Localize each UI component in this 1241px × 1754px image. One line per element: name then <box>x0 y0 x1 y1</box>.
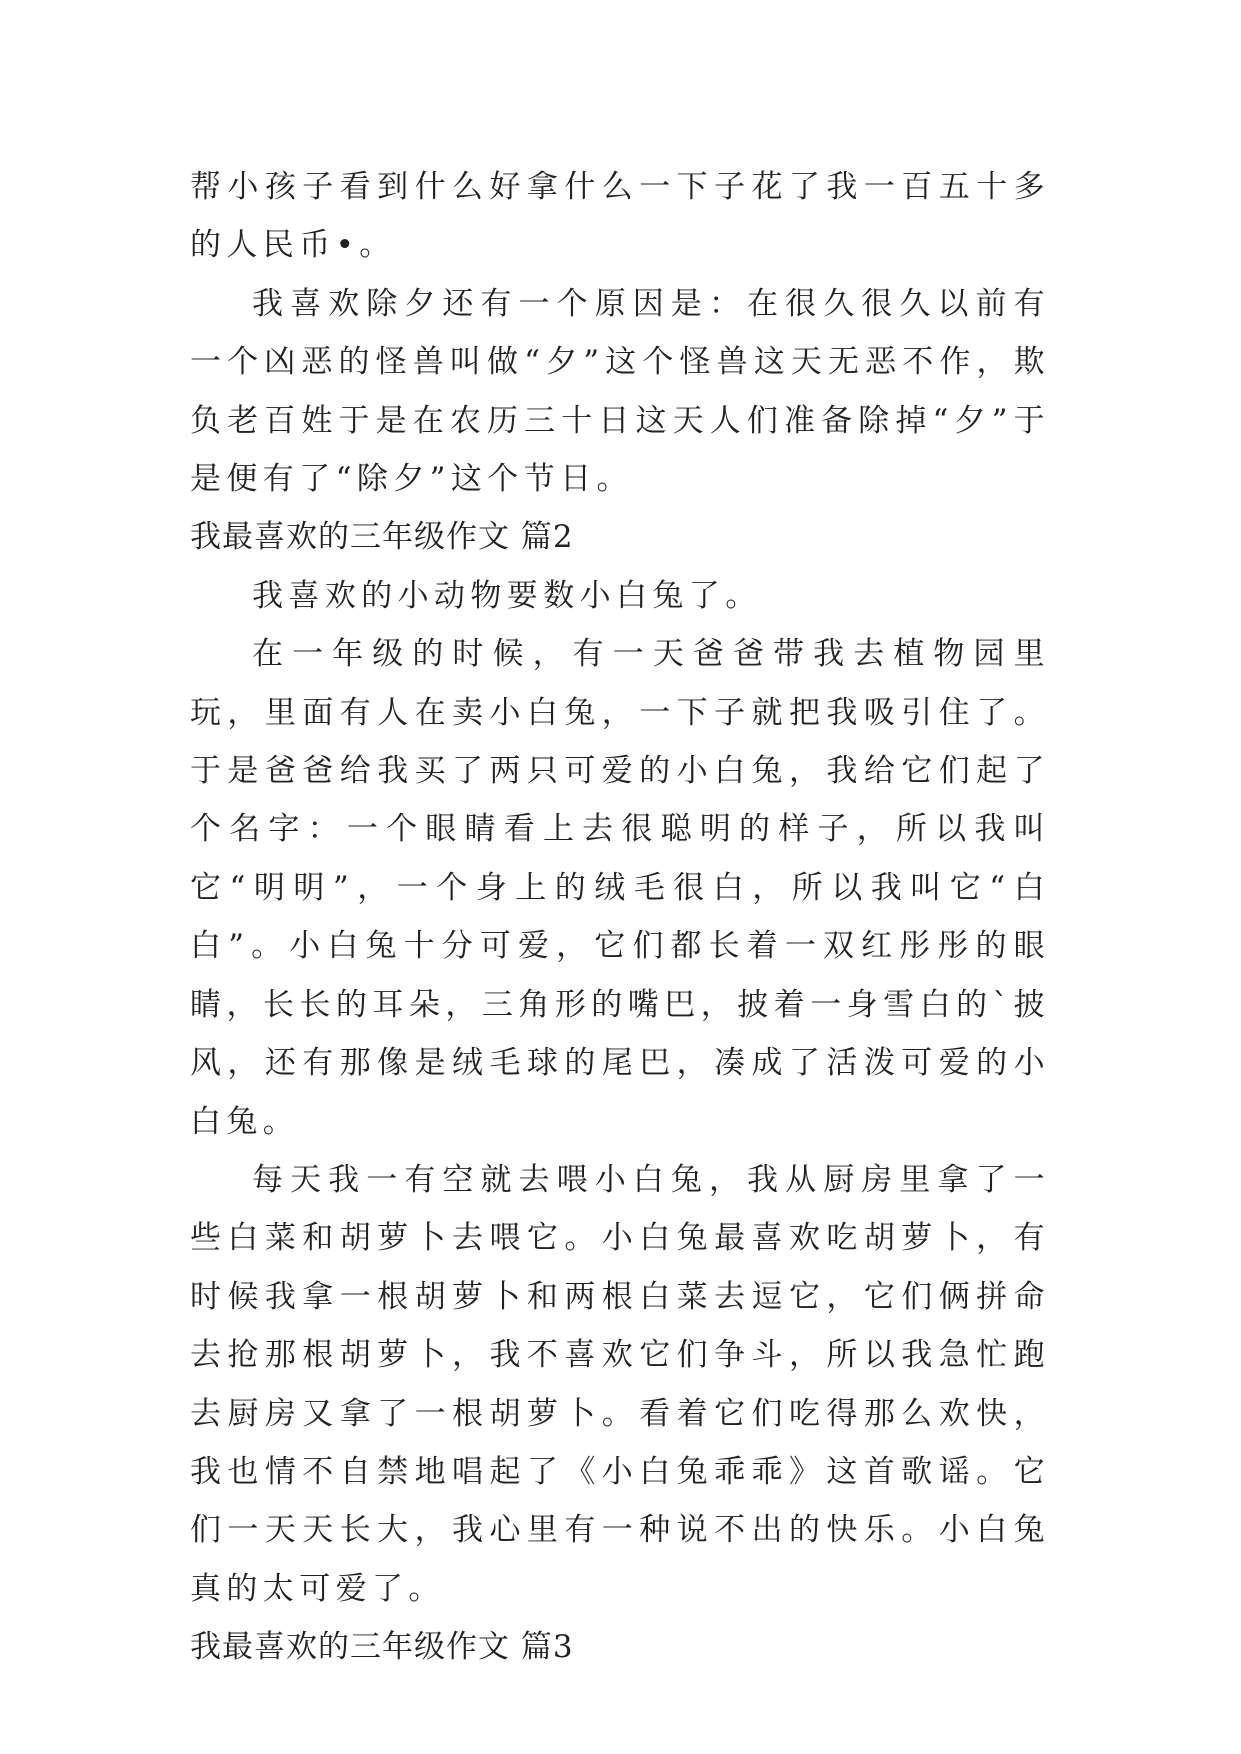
paragraph: 每天我一有空就去喂小白兔，我从厨房里拿了一些白菜和胡萝卜去喂它。小白兔最喜欢吃胡萝卜，有时候我拿一根胡萝卜和两根白菜去逗它，它们俩拼命去抢那根胡萝卜，我不喜欢它们争斗，所以我急忙跑去厨房又拿了一根胡萝卜。看着它们吃得那么欢快，我也情不自禁地唱起了《小白兔乖乖》这首歌谣。它们一天天长大，我心里有一种说不出的快乐。小白兔真的太可爱了。 <box>190 1161 1050 1607</box>
section-heading: 我最喜欢的三年级作文 篇2 <box>190 519 574 556</box>
paragraph: 我喜欢除夕还有一个原因是：在很久很久以前有一个凶恶的怪兽叫做“夕”这个怪兽这天无恶不作，欺负老百姓于是在农历三十日这天人们准备除掉“夕”于是便有了“除夕”这个节日。 <box>190 285 1050 498</box>
paragraph-continued: 帮小孩子看到什么好拿什么一下子花了我一百五十多的人民币•。 <box>190 169 1050 264</box>
paragraph: 在一年级的时候，有一天爸爸带我去植物园里玩，里面有人在卖小白兔，一下子就把我吸引住了。于是爸爸给我买了两只可爱的小白兔，我给它们起了个名字：一个眼睛看上去很聪明的样子，所以我叫它“明明”，一个身上的绒毛很白，所以我叫它“白白”。小白兔十分可爱，它们都长着一双红彤彤的眼睛，长长的耳朵，三角形的嘴巴，披着一身雪白的`披风，还有那像是绒毛球的尾巴，凑成了活泼可爱的小白兔。 <box>190 636 1050 1140</box>
document-body <box>190 158 1050 1677</box>
section-heading: 我最喜欢的三年级作文 篇3 <box>190 1629 574 1666</box>
paragraph: 我喜欢的小动物要数小白兔了。 <box>252 577 762 614</box>
